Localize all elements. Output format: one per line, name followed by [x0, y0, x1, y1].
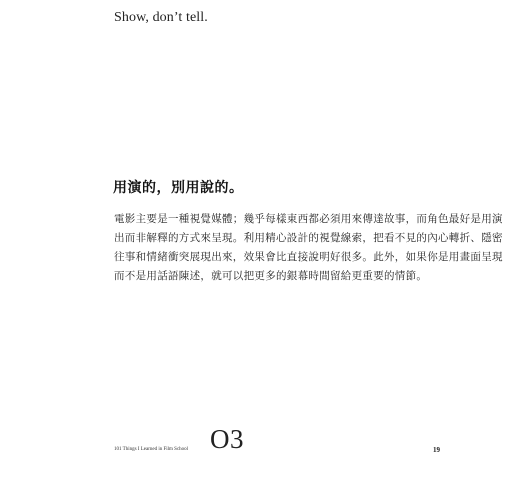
- body-paragraph: [114, 210, 503, 286]
- chinese-title: 用演的，別用說的。: [113, 180, 244, 196]
- body-line: 出而非解釋的方式來呈現。利用精心設計的視覺線索，把看不見的內心轉折、隱密: [114, 232, 503, 244]
- english-title: Show, don’t tell.: [114, 10, 208, 25]
- body-line: 電影主要是一種視覺媒體；幾乎每樣東西都必須用來傳達故事，而角色最好是用演: [114, 213, 503, 225]
- entry-number: O3: [210, 424, 244, 454]
- body-line: 而不是用話語陳述，就可以把更多的銀幕時間留給更重要的情節。: [114, 270, 428, 282]
- page-number: 19: [433, 446, 440, 454]
- footer-book-title: 101 Things I Learned in Film School: [114, 447, 189, 452]
- body-line: 往事和情緒衝突展現出來，效果會比直接說明好很多。此外，如果你是用畫面呈現: [114, 251, 503, 263]
